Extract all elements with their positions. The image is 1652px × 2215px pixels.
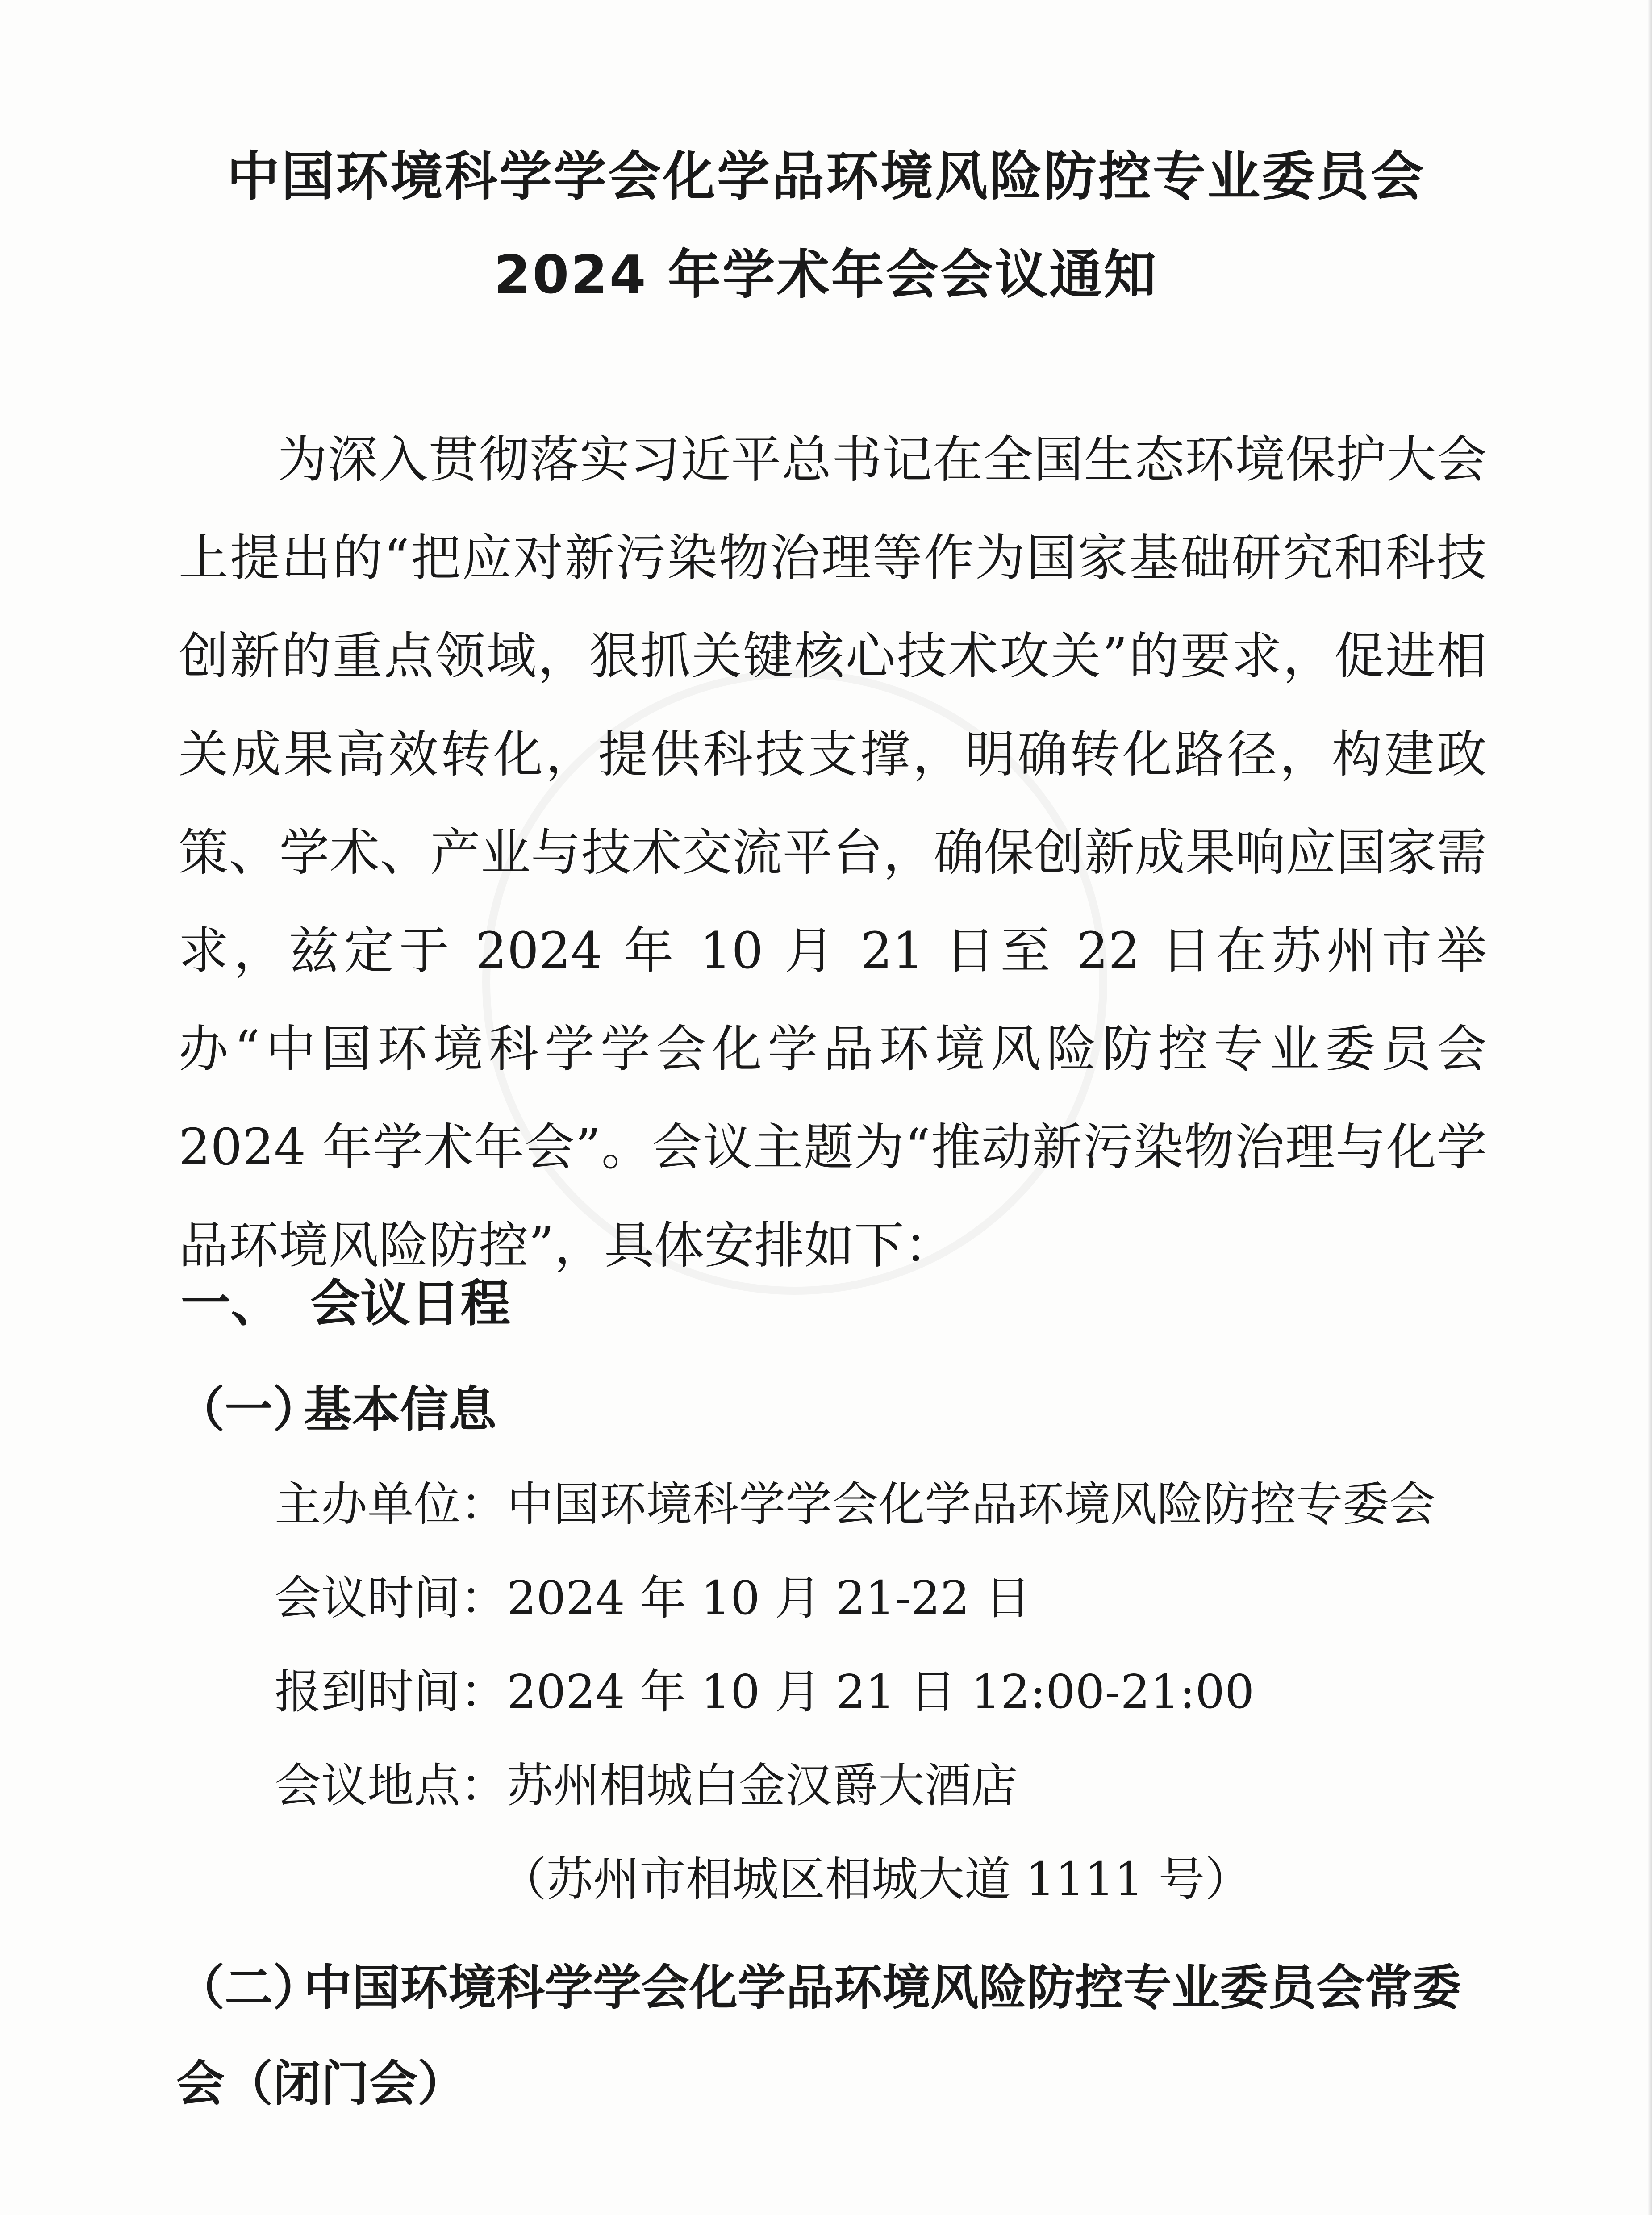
subsection-number: （一） xyxy=(176,1382,321,1438)
subsection-title: 基本信息 xyxy=(304,1382,497,1438)
info-venue-address: （苏州市相城区相城大道 1111 号） xyxy=(500,1852,1252,1906)
info-registration-time: 报到时间：2024 年 10 月 21 日 12:00-21:00 xyxy=(275,1664,1255,1719)
info-organizer: 主办单位：中国环境科学学会化学品环境风险防控专委会 xyxy=(275,1477,1436,1531)
subsection-heading-standing-committee xyxy=(176,1940,1485,2132)
section-number: 一、 xyxy=(181,1275,281,1333)
info-meeting-time: 会议时间：2024 年 10 月 21-22 日 xyxy=(275,1571,1031,1625)
notice-title-line-1: 中国环境科学学会化学品环境风险防控专业委员会 xyxy=(226,146,1425,207)
subsection-title: 中国环境科学学会化学品环境风险防控专业委员会常委会（闭门会） xyxy=(176,1960,1461,2112)
subsection-heading-basic-info xyxy=(176,1371,496,1440)
notice-title-line-2: 2024 年学术年会会议通知 xyxy=(494,244,1158,305)
intro-text: 为深入贯彻落实习近平总书记在全国生态环境保护大会上提出的“把应对新污染物治理等作为国家基础研究和科技创新的重点领域，狠抓关键核心技术攻关”的要求，促进相关成果高效转化，提供科技支撑，明确转化路径，构建政策、学术、产业与技术交流平台，确保创新成果响应国家需求，兹定于 2024 年 10 月 21 日至 22 日在苏州市举办“中国环境科学学会化学品环境风险防控专业委员会 2024 年学术年会”。会议主题为“推动新污染物治理与化学品环境风险防控”，具体安排如下： xyxy=(179,431,1487,1275)
section-title: 会议日程 xyxy=(310,1275,510,1333)
intro-paragraph xyxy=(179,411,1487,1295)
info-venue: 会议地点：苏州相城白金汉爵大酒店 xyxy=(275,1758,1018,1813)
subsection-number: （二） xyxy=(176,1960,321,2016)
section-heading-agenda xyxy=(181,1264,510,1335)
scan-edge-shadow xyxy=(1648,0,1652,2215)
